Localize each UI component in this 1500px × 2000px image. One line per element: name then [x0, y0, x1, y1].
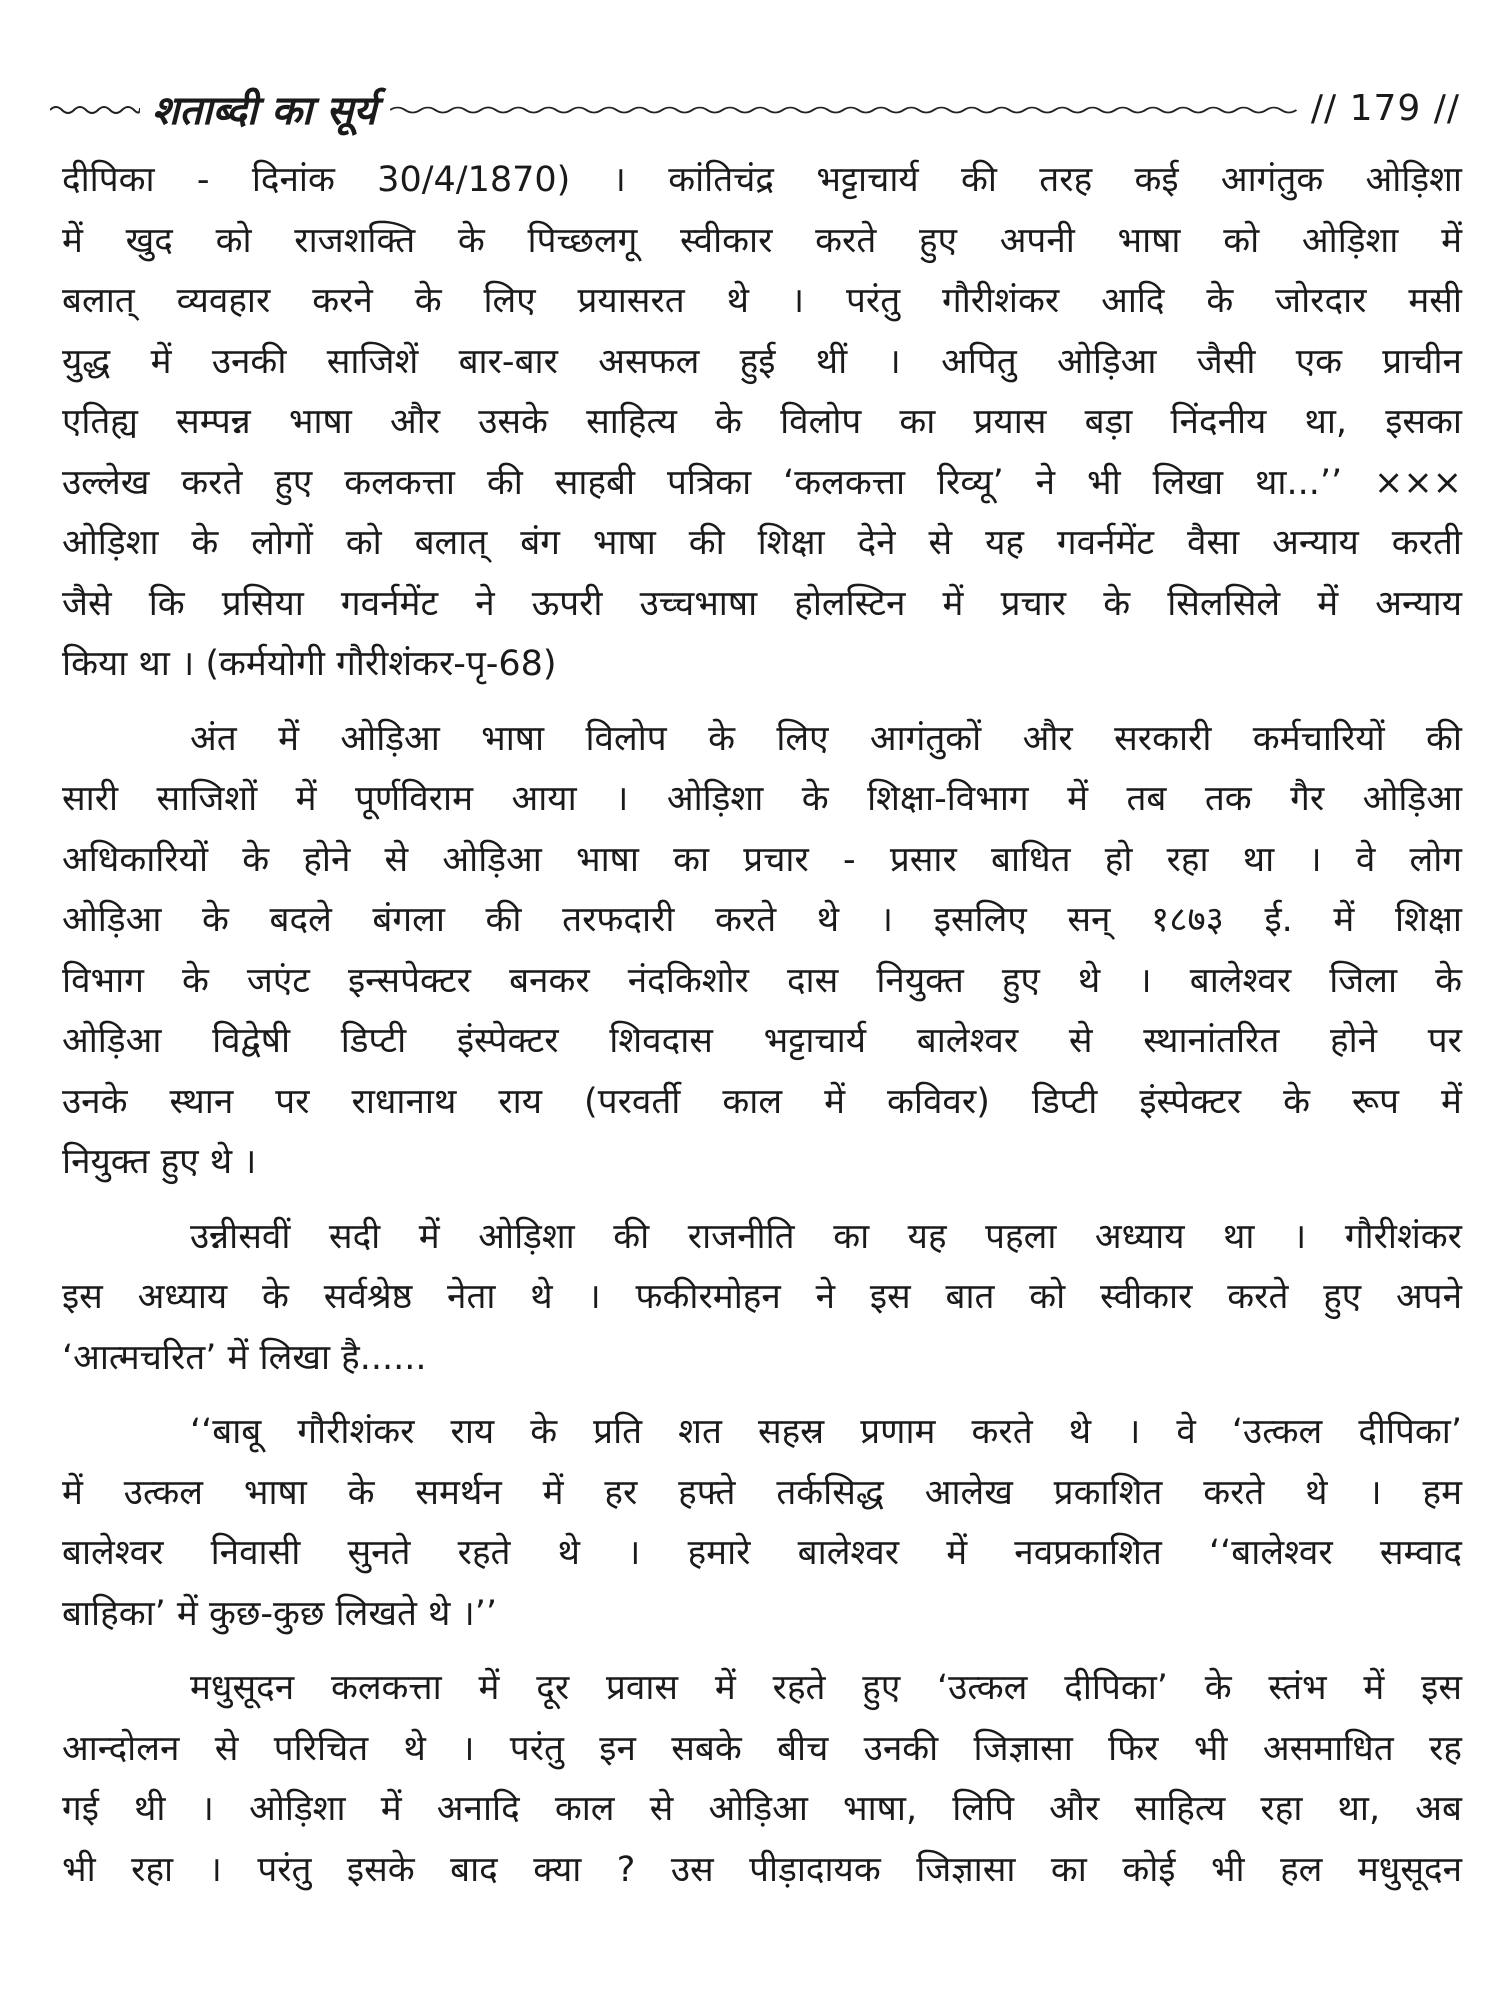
text-line: किया था । (कर्मयोगी गौरीशंकर-पृ-68): [62, 644, 557, 684]
running-header: [50, 78, 1460, 138]
text-line: मधुसूदन कलकत्ता में दूर प्रवास में रहते हुए ‘उत्कल दीपिका’ के स्तंभ में इस: [190, 1668, 1462, 1708]
text-line: भी रहा । परंतु इसके बाद क्या ? उस पीड़ादायक जिज्ञासा का कोई भी हल मधुसूदन: [62, 1849, 1462, 1890]
text-line: अंत में ओड़िआ भाषा विलोप के लिए आगंतुकों और सरकारी कर्मचारियों की: [190, 718, 1462, 759]
text-line: उन्नीसवीं सदी में ओड़िशा की राजनीति का यह पहला अध्याय था । गौरीशंकर: [190, 1216, 1462, 1257]
paragraph: [62, 1207, 1462, 1389]
body-text: [62, 150, 1462, 1914]
text-line: बालेश्वर निवासी सुनते रहते थे । हमारे बालेश्वर में नवप्रकाशित ‘‘बालेश्वर सम्वाद: [62, 1533, 1462, 1573]
decorative-wave-right: [390, 98, 1296, 118]
page-number: // 179 //: [1310, 87, 1460, 129]
text-line: जैसे कि प्रसिया गवर्नमेंट ने ऊपरी उच्चभाषा होलस्टिन में प्रचार के सिलसिले में अन्याय: [62, 583, 1462, 624]
paragraph: [62, 1658, 1462, 1900]
text-line: विभाग के जएंट इन्सपेक्टर बनकर नंदकिशोर दास नियुक्त हुए थे । बालेश्वर जिला के: [62, 960, 1462, 1001]
text-line: में उत्कल भाषा के समर्थन में हर हफ्ते तर्कसिद्ध आलेख प्रकाशित करते थे । हम: [62, 1472, 1462, 1513]
decorative-wave-left: [50, 98, 140, 118]
text-line: बाहिका’ में कुछ-कुछ लिखते थे ।’’: [62, 1593, 498, 1634]
text-line: बलात् व्यवहार करने के लिए प्रयासरत थे । परंतु गौरीशंकर आदि के जोरदार मसी: [62, 281, 1462, 321]
text-line: युद्ध में उनकी साजिशें बार-बार असफल हुई थीं । अपितु ओड़िआ जैसी एक प्राचीन: [62, 341, 1462, 382]
text-line: गई थी । ओड़िशा में अनादि काल से ओड़िआ भाषा, लिपि और साहित्य रहा था, अब: [62, 1789, 1462, 1829]
text-line: ओड़िआ के बदले बंगला की तरफदारी करते थे । इसलिए सन् १८७३ ई. में शिक्षा: [62, 900, 1462, 940]
text-line: इस अध्याय के सर्वश्रेष्ठ नेता थे । फकीरमोहन ने इस बात को स्वीकार करते हुए अपने: [62, 1277, 1462, 1317]
text-line: में खुद को राजशक्ति के पिच्छलगू स्वीकार करते हुए अपनी भाषा को ओड़िशा में: [62, 220, 1462, 261]
text-line: ओड़िआ विद्वेषी डिप्टी इंस्पेक्टर शिवदास भट्टाचार्य बालेश्वर से स्थानांतरित होने पर: [62, 1021, 1462, 1061]
text-line: अधिकारियों के होने से ओड़िआ भाषा का प्रचार - प्रसार बाधित हो रहा था । वे लोग: [62, 839, 1462, 880]
text-line: उनके स्थान पर राधानाथ राय (परवर्ती काल में कविवर) डिप्टी इंस्पेक्टर के रूप में: [62, 1081, 1462, 1122]
text-line: सारी साजिशों में पूर्णविराम आया । ओड़िशा के शिक्षा-विभाग में तब तक गैर ओड़िआ: [62, 779, 1462, 819]
book-title: शताब्दी का सूर्य: [152, 86, 377, 134]
text-line: आन्दोलन से परिचित थे । परंतु इन सबके बीच उनकी जिज्ञासा फिर भी असमाधित रह: [62, 1728, 1462, 1769]
text-line: एतिह्य सम्पन्न भाषा और उसके साहित्य के विलोप का प्रयास बड़ा निंदनीय था, इसका: [62, 402, 1462, 442]
quotation-paragraph: [62, 1402, 1462, 1644]
paragraph: [62, 709, 1462, 1193]
text-line: ओड़िशा के लोगों को बलात् बंग भाषा की शिक्षा देने से यह गवर्नमेंट वैसा अन्याय करती: [62, 523, 1462, 563]
paragraph: [62, 150, 1462, 695]
text-line: उल्लेख करते हुए कलकत्ता की साहबी पत्रिका ‘कलकत्ता रिव्यू’ ने भी लिखा था...’’ ×××: [62, 462, 1462, 503]
text-line: नियुक्त हुए थे ।: [62, 1142, 257, 1182]
text-line: ‘आत्मचरित’ में लिखा है......: [62, 1337, 427, 1378]
text-line: ‘‘बाबू गौरीशंकर राय के प्रति शत सहस्र प्रणाम करते थे । वे ‘उत्कल दीपिका’: [190, 1412, 1462, 1452]
text-line: दीपिका - दिनांक 30/4/1870) । कांतिचंद्र भट्टाचार्य की तरह कई आगंतुक ओड़िशा: [62, 160, 1462, 200]
